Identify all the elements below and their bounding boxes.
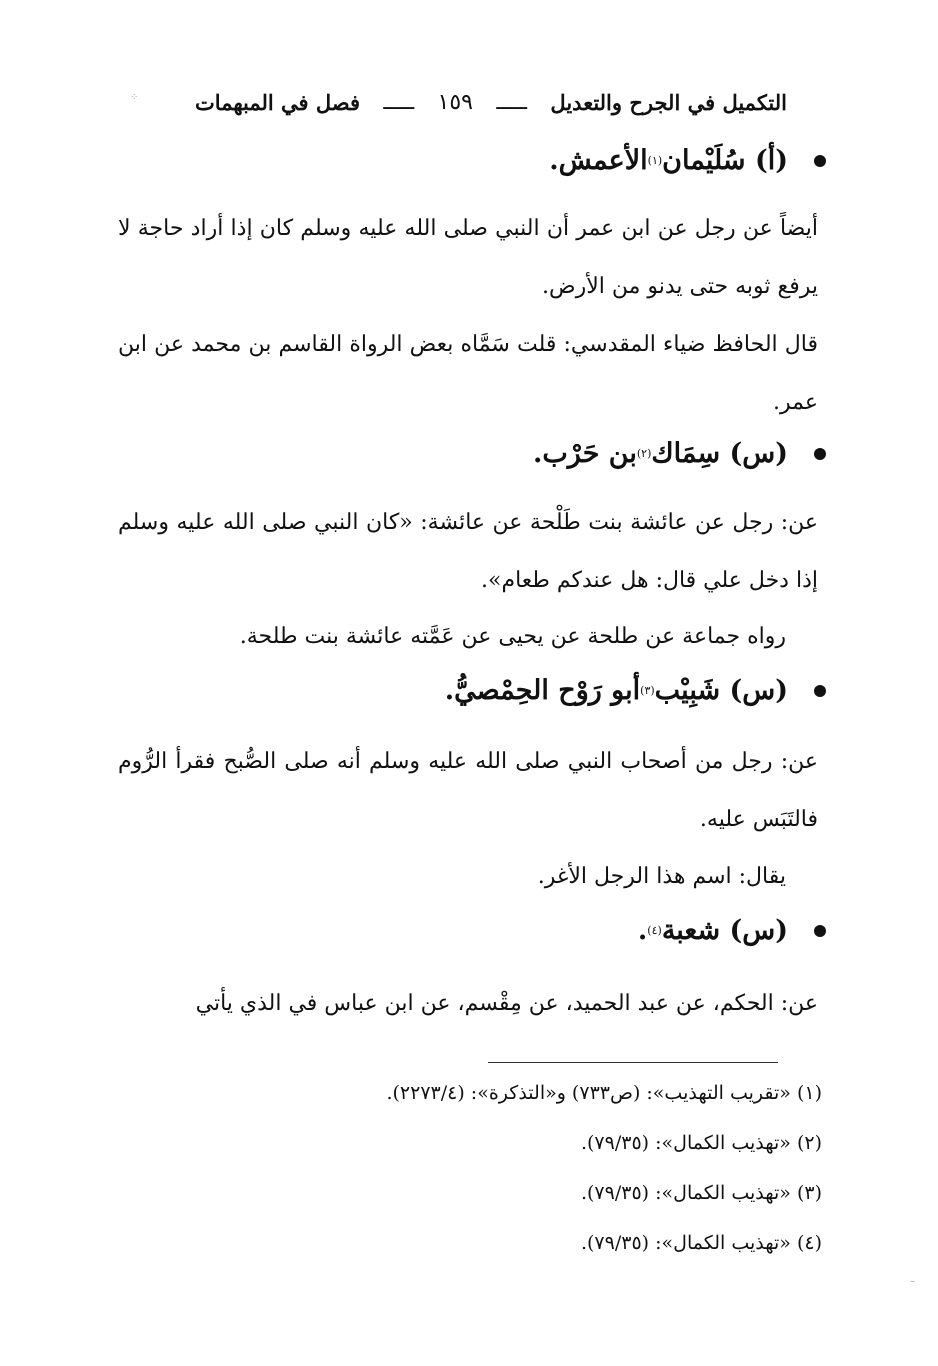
footnote: (٣) «تهذيب الكمال»: (٧٩/٣٥).: [580, 1182, 822, 1204]
footnote: (٢) «تهذيب الكمال»: (٧٩/٣٥).: [580, 1132, 822, 1154]
entry-paragraph: أيضاً عن رجل عن ابن عمر أن النبي صلى الله عليه وسلم كان إذا أراد حاجة لا يرفع ثوبه حتى يدنو من الأرض.: [118, 216, 818, 299]
bullet-icon: [814, 685, 826, 697]
footnote-divider: [488, 1062, 778, 1063]
entry-name-tail: الأعمش.: [549, 145, 648, 176]
footnote-ref: (٢): [636, 447, 652, 460]
entry-name-tail: أبو رَوْح الحِمْصيُّ.: [444, 675, 641, 706]
running-header: [195, 82, 787, 122]
entry-paragraph: عن: رجل من أصحاب النبي صلى الله عليه وسلم أنه صلى الصُّبح فقرأ الرُّوم فالتَبَس عليه.: [118, 749, 818, 832]
entry-name: (س) شَبِيْب: [654, 675, 788, 706]
header-book-title: التكميل في الجرح والتعديل: [550, 89, 787, 115]
footnote-ref: (١): [647, 154, 663, 167]
footnote-ref: (٤): [647, 924, 662, 937]
entry-paragraph: قال الحافظ ضياء المقدسي: قلت سَمَّاه بعض الرواة القاسم بن محمد عن ابن عمر.: [118, 332, 818, 415]
footnote: (٤) «تهذيب الكمال»: (٧٩/٣٥).: [580, 1232, 822, 1254]
entry-paragraph: عن: الحكم، عن عبد الحميد، عن مِقْسم، عن ابن عباس في الذي يأتي: [195, 991, 818, 1016]
entry-name-tail: بن حَرْب.: [532, 438, 637, 469]
bullet-icon: [814, 448, 826, 460]
header-separator: ـــــ: [496, 90, 528, 114]
scan-speck: –: [910, 1276, 915, 1287]
entry-name-tail: .: [637, 915, 648, 946]
entry-name: (س) شعبة: [661, 915, 788, 946]
bullet-icon: [814, 155, 826, 167]
scan-speck: ⁘: [130, 92, 139, 103]
entry-paragraph: يقال: اسم هذا الرجل الأغر.: [537, 864, 786, 889]
entry-heading: [549, 145, 826, 176]
entry-paragraph: رواه جماعة عن طلحة عن يحيى عن عَمَّته عائشة بنت طلحة.: [239, 624, 786, 649]
entry-heading: [533, 438, 826, 469]
footnote: (١) «تقريب التهذيب»: (ص٧٣٣) و«التذكرة»: (٢٢٧٣/٤).: [386, 1082, 822, 1104]
bullet-icon: [814, 925, 826, 937]
entry-name: (أ) سُلَيْمان: [662, 145, 788, 176]
entry-heading: [638, 915, 826, 946]
footnote-ref: (٣): [640, 684, 655, 697]
entry-name: (س) سِمَاك: [651, 438, 788, 469]
page-number: ١٥٩: [437, 89, 473, 115]
header-chapter-title: فصل في المبهمات: [195, 89, 361, 115]
entry-heading: [445, 675, 826, 706]
entry-paragraph: عن: رجل عن عائشة بنت طَلْحة عن عائشة: «كان النبي صلى الله عليه وسلم إذا دخل علي قال: هل عندكم طعام».: [118, 510, 818, 593]
header-separator: ـــــ: [383, 90, 415, 114]
